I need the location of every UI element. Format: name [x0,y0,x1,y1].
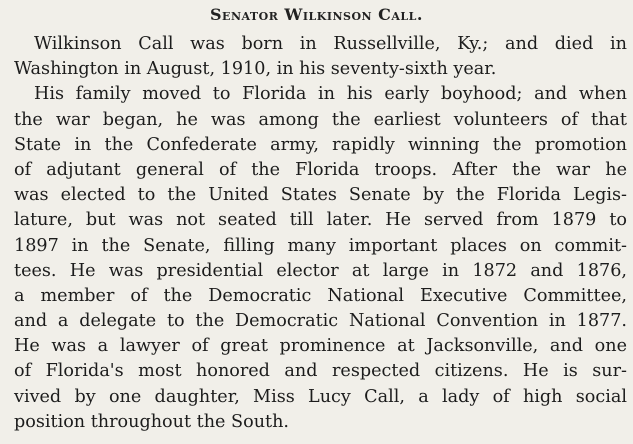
paragraph-2-line-9: a member of the Democratic National Executive Committee, [14,285,627,306]
paragraph-2-line-2: the war began, he was among the earliest volunteers of that [14,109,627,130]
paragraph-2-line-5: was elected to the United States Senate by the Florida Legis- [14,185,627,206]
paragraph-1-line-1: Wilkinson Call was born in Russellville, Ky.; and died in [34,34,627,54]
paragraph-2-line-13: vived by one daughter, Miss Lucy Call, a lady of high social [14,386,627,407]
paragraph-2-line-11: He was a lawyer of great prominence at Jacksonville, and one [14,336,627,357]
article-body [0,32,633,435]
paragraph-2-line-4: of adjutant general of the Florida troops. After the war he [14,159,627,180]
paragraph-2-line-6: lature, but was not seated till later. He served from 1879 to [14,210,627,231]
paragraph-2-line-3: State in the Confederate army, rapidly winning the promotion [14,134,627,155]
paragraph-2-line-8: tees. He was presidential elector at large in 1872 and 1876, [14,260,627,281]
article-heading: Senator Wilkinson Call. [210,5,423,24]
paragraph-2-line-7: 1897 in the Senate, filling many important places on commit- [14,235,627,256]
paragraph-2-line-10: and a delegate to the Democratic National Convention in 1877. [14,311,627,332]
paragraph-2-line-1: His family moved to Florida in his early boyhood; and when [34,84,627,105]
paragraph-2-line-12: of Florida's most honored and respected citizens. He is sur- [14,361,627,382]
paragraph-1-line-2: Washington in August, 1910, in his seventy-sixth year. [14,59,497,80]
paragraph-2-line-14: position throughout the South. [14,411,290,432]
